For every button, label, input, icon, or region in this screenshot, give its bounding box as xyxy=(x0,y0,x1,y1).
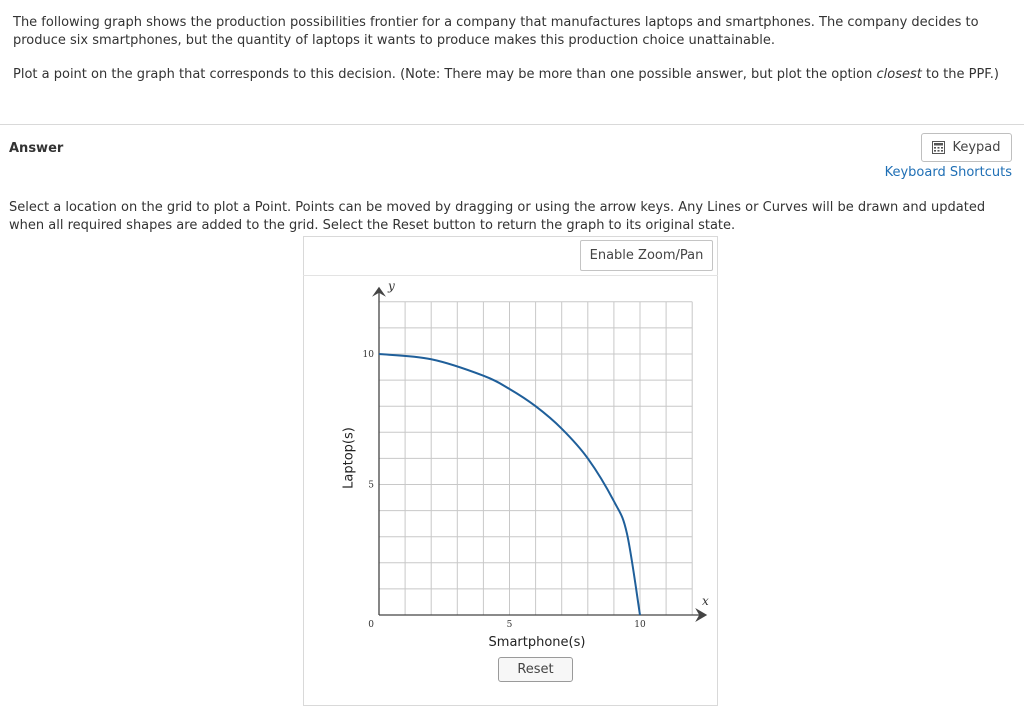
x-axis-title: Smartphone(s) xyxy=(488,635,586,650)
instruction-text-end: to the PPF.) xyxy=(921,67,999,82)
keypad-label: Keypad xyxy=(952,140,1001,155)
question-paragraph: The following graph shows the production possibilities frontier for a company that manufactures laptops and smartphones. The company decides to produce six smartphones, but the quantity of laptops it wants to produce makes this production choice unattainable. xyxy=(13,15,979,48)
x-axis-variable: x xyxy=(702,594,709,608)
graph-instructions: Select a location on the grid to plot a Point. Points can be moved by dragging or using the arrow keys. Any Lines or Curves will be drawn and updated when all required shapes are added to the grid. Select the Reset button to return the graph to its original state. xyxy=(9,200,986,233)
x-tick-label: 10 xyxy=(634,620,646,630)
y-tick-label: 5 xyxy=(368,480,374,491)
instruction-emphasis: closest xyxy=(876,67,922,82)
enable-zoom-pan-button[interactable]: Enable Zoom/Pan xyxy=(580,240,713,271)
keyboard-shortcuts-link[interactable]: Keyboard Shortcuts xyxy=(884,165,1012,180)
y-tick-label: 10 xyxy=(362,350,374,360)
y-tick-label: 0 xyxy=(368,620,374,630)
instruction-text: Plot a point on the graph that corresponds to this decision. (Note: There may be more than one possible answer, but plot the option xyxy=(13,67,877,82)
reset-button[interactable]: Reset xyxy=(498,657,573,682)
y-axis-title: Laptop(s) xyxy=(341,427,357,489)
x-tick-label: 5 xyxy=(506,620,513,630)
answer-label: Answer xyxy=(9,141,64,156)
y-axis-variable: y xyxy=(388,279,395,293)
